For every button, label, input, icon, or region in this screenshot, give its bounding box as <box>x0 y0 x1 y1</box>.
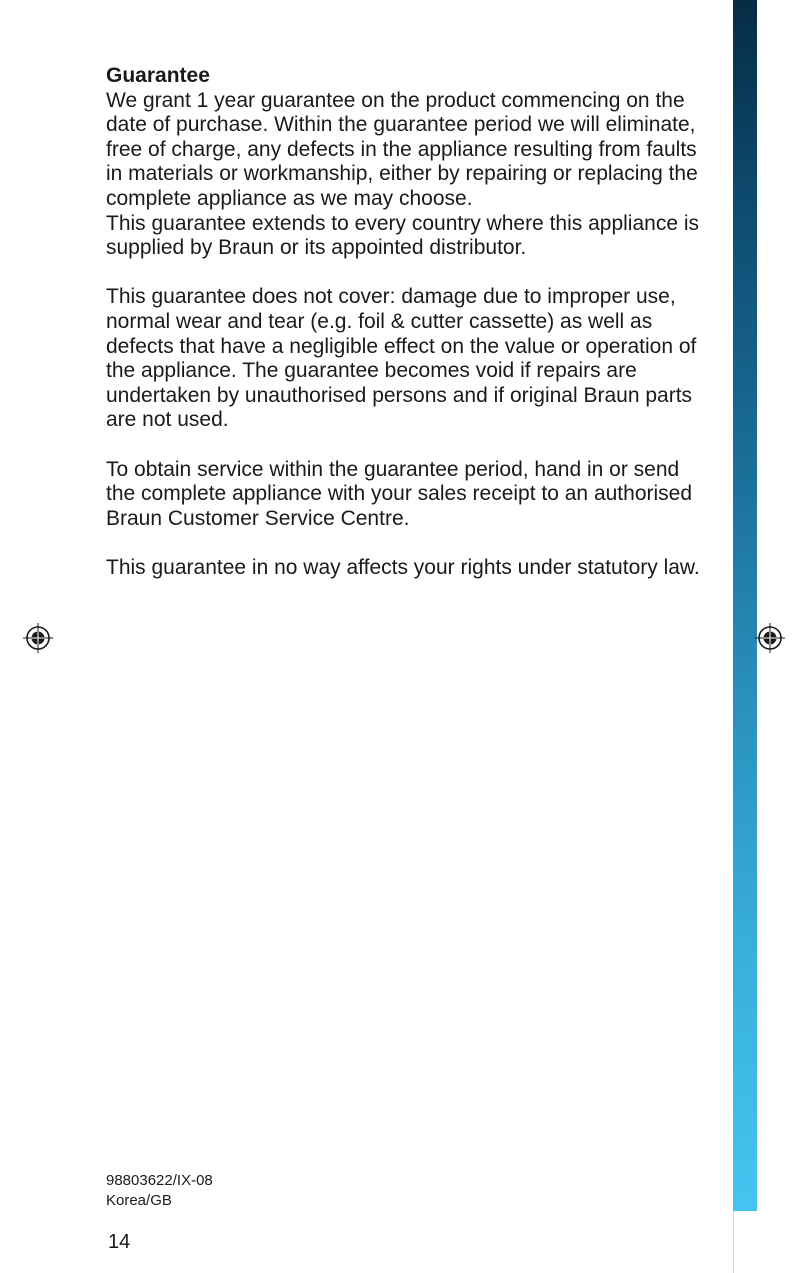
document-code: 98803622/IX-08 <box>106 1172 213 1189</box>
guarantee-section <box>106 64 706 580</box>
registration-mark-icon <box>754 622 786 654</box>
section-heading: Guarantee <box>106 64 210 87</box>
region-code: Korea/GB <box>106 1192 172 1209</box>
document-code-block <box>106 1171 213 1211</box>
paragraph-statutory-rights: This guarantee in no way affects your rights under statutory law. <box>106 555 700 579</box>
paragraph-guarantee-coverage-area: This guarantee extends to every country where this appliance is supplied by Braun or its appointed distributor. <box>106 211 699 260</box>
paragraph-exclusions: This guarantee does not cover: damage due to improper use, normal wear and tear (e.g. foil & cutter cassette) as well as defects that have a negligible effect on the value or operation of the appliance. The guarantee becomes void if repairs are undertaken by unauthorised persons and if original Braun parts are not used. <box>106 285 697 432</box>
trim-line <box>733 1211 734 1273</box>
paragraph-obtain-service: To obtain service within the guarantee period, hand in or send the complete appliance with your sales receipt to an authorised Braun Customer Service Centre. <box>106 457 693 530</box>
paragraph-guarantee-term: We grant 1 year guarantee on the product commencing on the date of purchase. Within the guarantee period we will eliminate, free of charge, any defects in the appliance resulting from faults in materials or workmanship, either by repairing or replacing the complete appliance as we may choose. <box>106 88 698 210</box>
registration-mark-icon <box>22 622 54 654</box>
page-number: 14 <box>108 1231 131 1253</box>
side-color-bar <box>733 0 757 1211</box>
